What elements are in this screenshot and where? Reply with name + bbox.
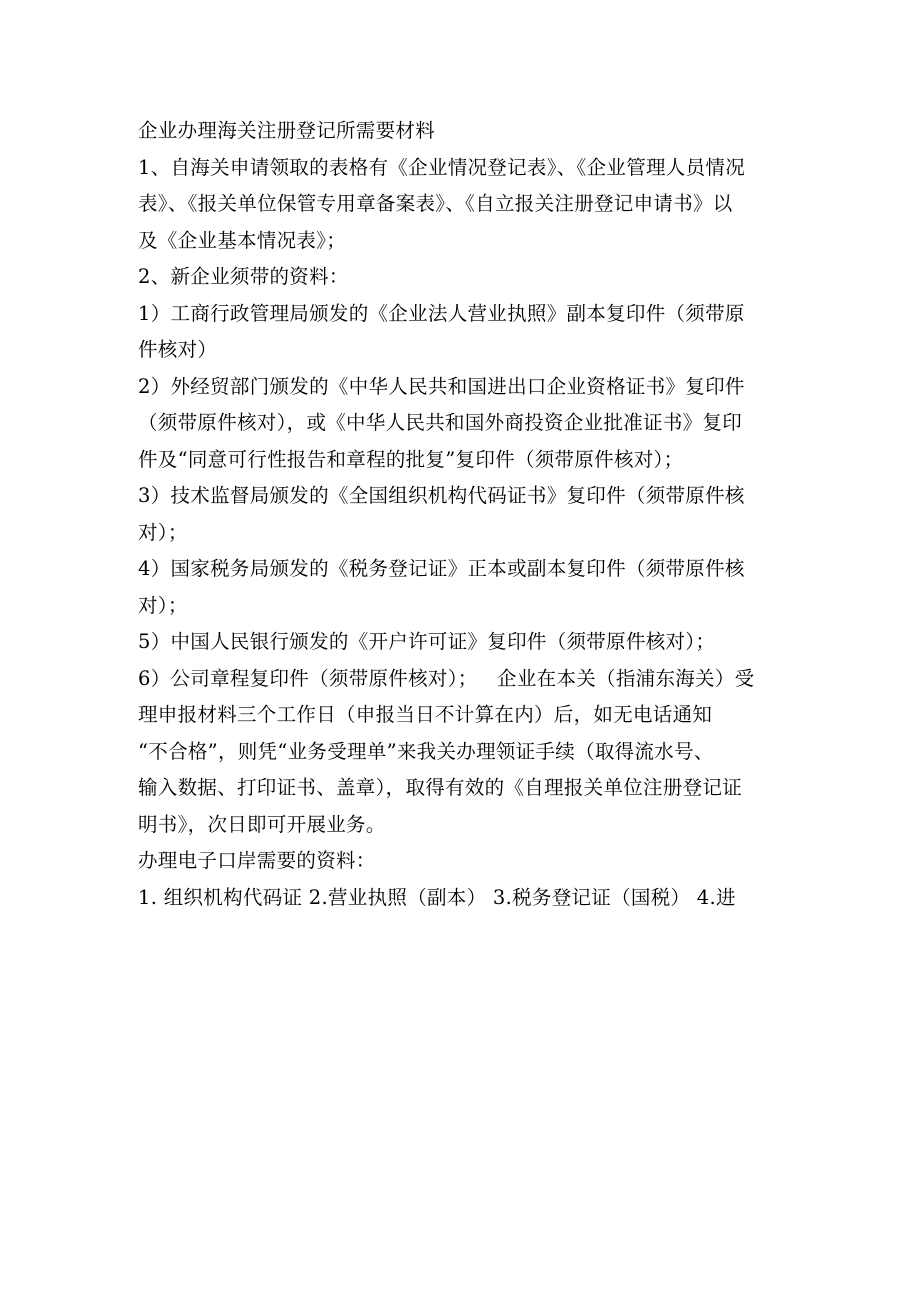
list-item-articles-and-procedure xyxy=(138,661,798,844)
text-line: 理申报材料三个工作日（申报当日不计算在内）后，如无电话通知 xyxy=(138,703,713,726)
text-line: 2、新企业须带的资料： xyxy=(138,265,349,288)
list-item-account-permit xyxy=(138,624,798,661)
text-line: 4）国家税务局颁发的《税务登记证》正本或副本复印件（须带原件核 xyxy=(138,557,745,580)
list-item-organization-code xyxy=(138,478,798,551)
text-line: 5）中国人民银行颁发的《开户许可证》复印件（须带原件核对）； xyxy=(138,630,716,653)
document-title xyxy=(138,113,798,150)
text-line: 件及“同意可行性报告和章程的批复”复印件（须带原件核对）； xyxy=(138,447,684,471)
text-line: 明书》，次日即可开展业务。 xyxy=(138,812,386,836)
text-line: 2）外经贸部门颁发的《中华人民共和国进出口企业资格证书》复印件 xyxy=(138,374,745,398)
text-line: 输入数据、打印证书、盖章），取得有效的《自理报关单位注册登记证 xyxy=(138,776,743,799)
text-line: （须带原件核对），或《中华人民共和国外商投资企业批准证书》复印 xyxy=(138,411,743,434)
text-line: 1、自海关申请领取的表格有《企业情况登记表》、《企业管理人员情况 xyxy=(138,155,746,179)
title-line: 企业办理海关注册登记所需要材料 xyxy=(138,119,436,142)
text-line: 对）； xyxy=(138,520,188,544)
text-line: 表》、《报关单位保管专用章备案表》、《自立报关注册登记申请书》以 xyxy=(138,192,733,215)
text-line: 件核对） xyxy=(138,338,218,361)
text-line: 1）工商行政管理局颁发的《企业法人营业执照》副本复印件（须带原 xyxy=(138,301,745,325)
text-line: 3）技术监督局颁发的《全国组织机构代码证书》复印件（须带原件核 xyxy=(138,484,745,507)
text-line: “不合格”，则凭“业务受理单”来我关办理领证手续（取得流水号、 xyxy=(138,739,714,763)
text-line: 及《企业基本情况表》； xyxy=(138,228,347,252)
text-line: 办理电子口岸需要的资料： xyxy=(138,849,376,872)
paragraph-electronic-port-list xyxy=(138,880,798,917)
paragraph-new-company-heading xyxy=(138,259,798,296)
text-line: 6）公司章程复印件（须带原件核对）； 企业在本关（指浦东海关）受 xyxy=(138,666,755,690)
text-line: 1. 组织机构代码证 2.营业执照（副本） 3.税务登记证（国税） 4.进 xyxy=(138,885,736,909)
document-body xyxy=(138,113,798,916)
paragraph-electronic-port-heading xyxy=(138,843,798,880)
text-line: 对）； xyxy=(138,593,188,617)
list-item-tax-registration xyxy=(138,551,798,624)
list-item-import-export-certificate xyxy=(138,369,798,479)
list-item-business-license xyxy=(138,296,798,369)
paragraph-forms xyxy=(138,150,798,260)
